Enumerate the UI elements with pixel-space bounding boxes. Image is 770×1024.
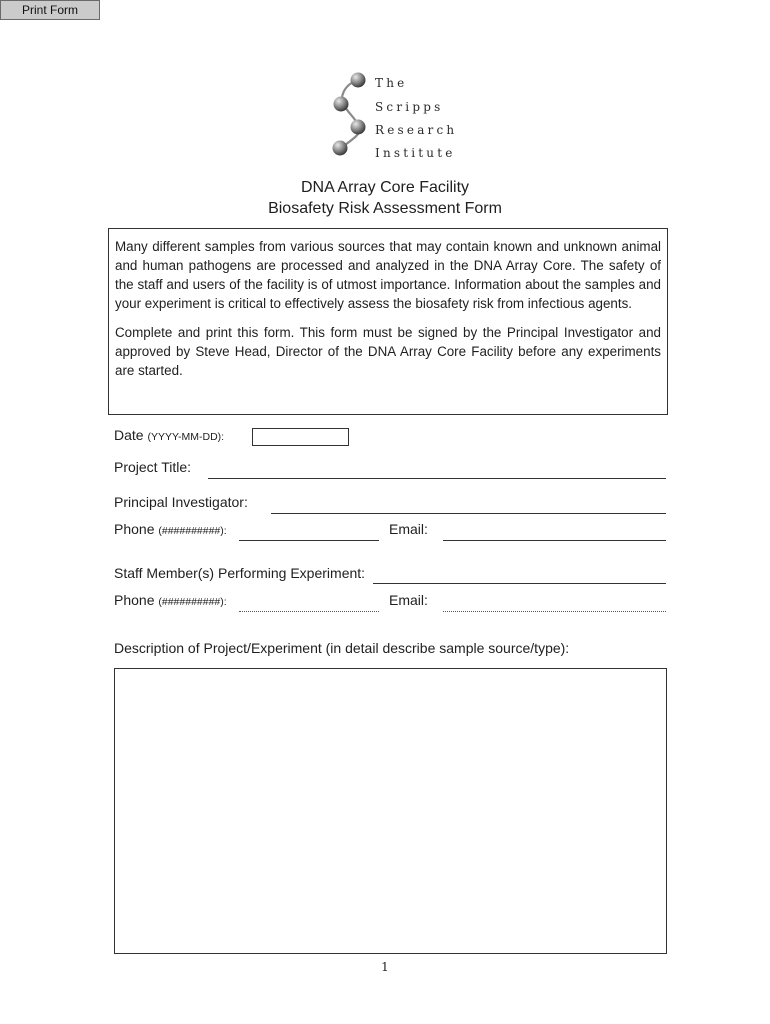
staff-phone-label: Phone (##########): — [114, 592, 227, 608]
pi-phone-format-hint: (##########): — [158, 525, 227, 537]
scripps-logo — [325, 70, 485, 165]
description-label: Description of Project/Experiment (in detail describe sample source/type): — [114, 640, 570, 656]
staff-phone-format-hint: (##########): — [158, 596, 227, 608]
pi-email-field[interactable] — [443, 540, 666, 541]
project-title-label: Project Title: — [114, 459, 192, 475]
description-textarea[interactable] — [114, 668, 667, 954]
page-number: 1 — [381, 960, 389, 974]
page-title: DNA Array Core Facility — [300, 179, 470, 196]
logo-word-scripps: Scripps — [375, 100, 444, 114]
principal-investigator-field[interactable] — [271, 513, 666, 514]
staff-email-field[interactable] — [443, 611, 666, 612]
logo-word-the: The — [375, 76, 408, 90]
pi-phone-label: Phone (##########): — [114, 521, 227, 537]
print-form-button[interactable]: Print Form — [0, 0, 100, 20]
staff-email-label: Email: — [389, 592, 428, 608]
project-title-field[interactable] — [208, 478, 666, 479]
date-label: Date (YYYY-MM-DD): — [114, 427, 225, 443]
logo-word-institute: Institute — [375, 146, 456, 160]
page-subtitle: Biosafety Risk Assessment Form — [268, 200, 502, 217]
pi-email-label: Email: — [389, 521, 428, 537]
date-input[interactable] — [252, 428, 349, 446]
staff-member-field[interactable] — [373, 583, 666, 584]
staff-phone-field[interactable] — [239, 611, 379, 612]
date-format-hint: (YYYY-MM-DD): — [147, 431, 225, 443]
staff-member-label: Staff Member(s) Performing Experiment: — [114, 565, 366, 581]
logo-word-research: Research — [375, 123, 458, 137]
intro-box — [108, 228, 668, 415]
principal-investigator-label: Principal Investigator: — [114, 494, 248, 510]
intro-paragraph-2: Complete and print this form. This form must be signed by the Principal Investigator and approved by Steve Head, Director of the DNA Array Core Facility before any experiments are started. — [115, 325, 661, 378]
intro-paragraph-1: Many different samples from various sources that may contain known and unknown animal and human pathogens are processed and analyzed in the DNA Array Core. The safety of the staff and users of the facility is of utmost importance. Information about the samples and your experiment is critical to effectively assess the biosafety risk from infectious agents. — [115, 239, 661, 311]
pi-phone-field[interactable] — [239, 540, 379, 541]
